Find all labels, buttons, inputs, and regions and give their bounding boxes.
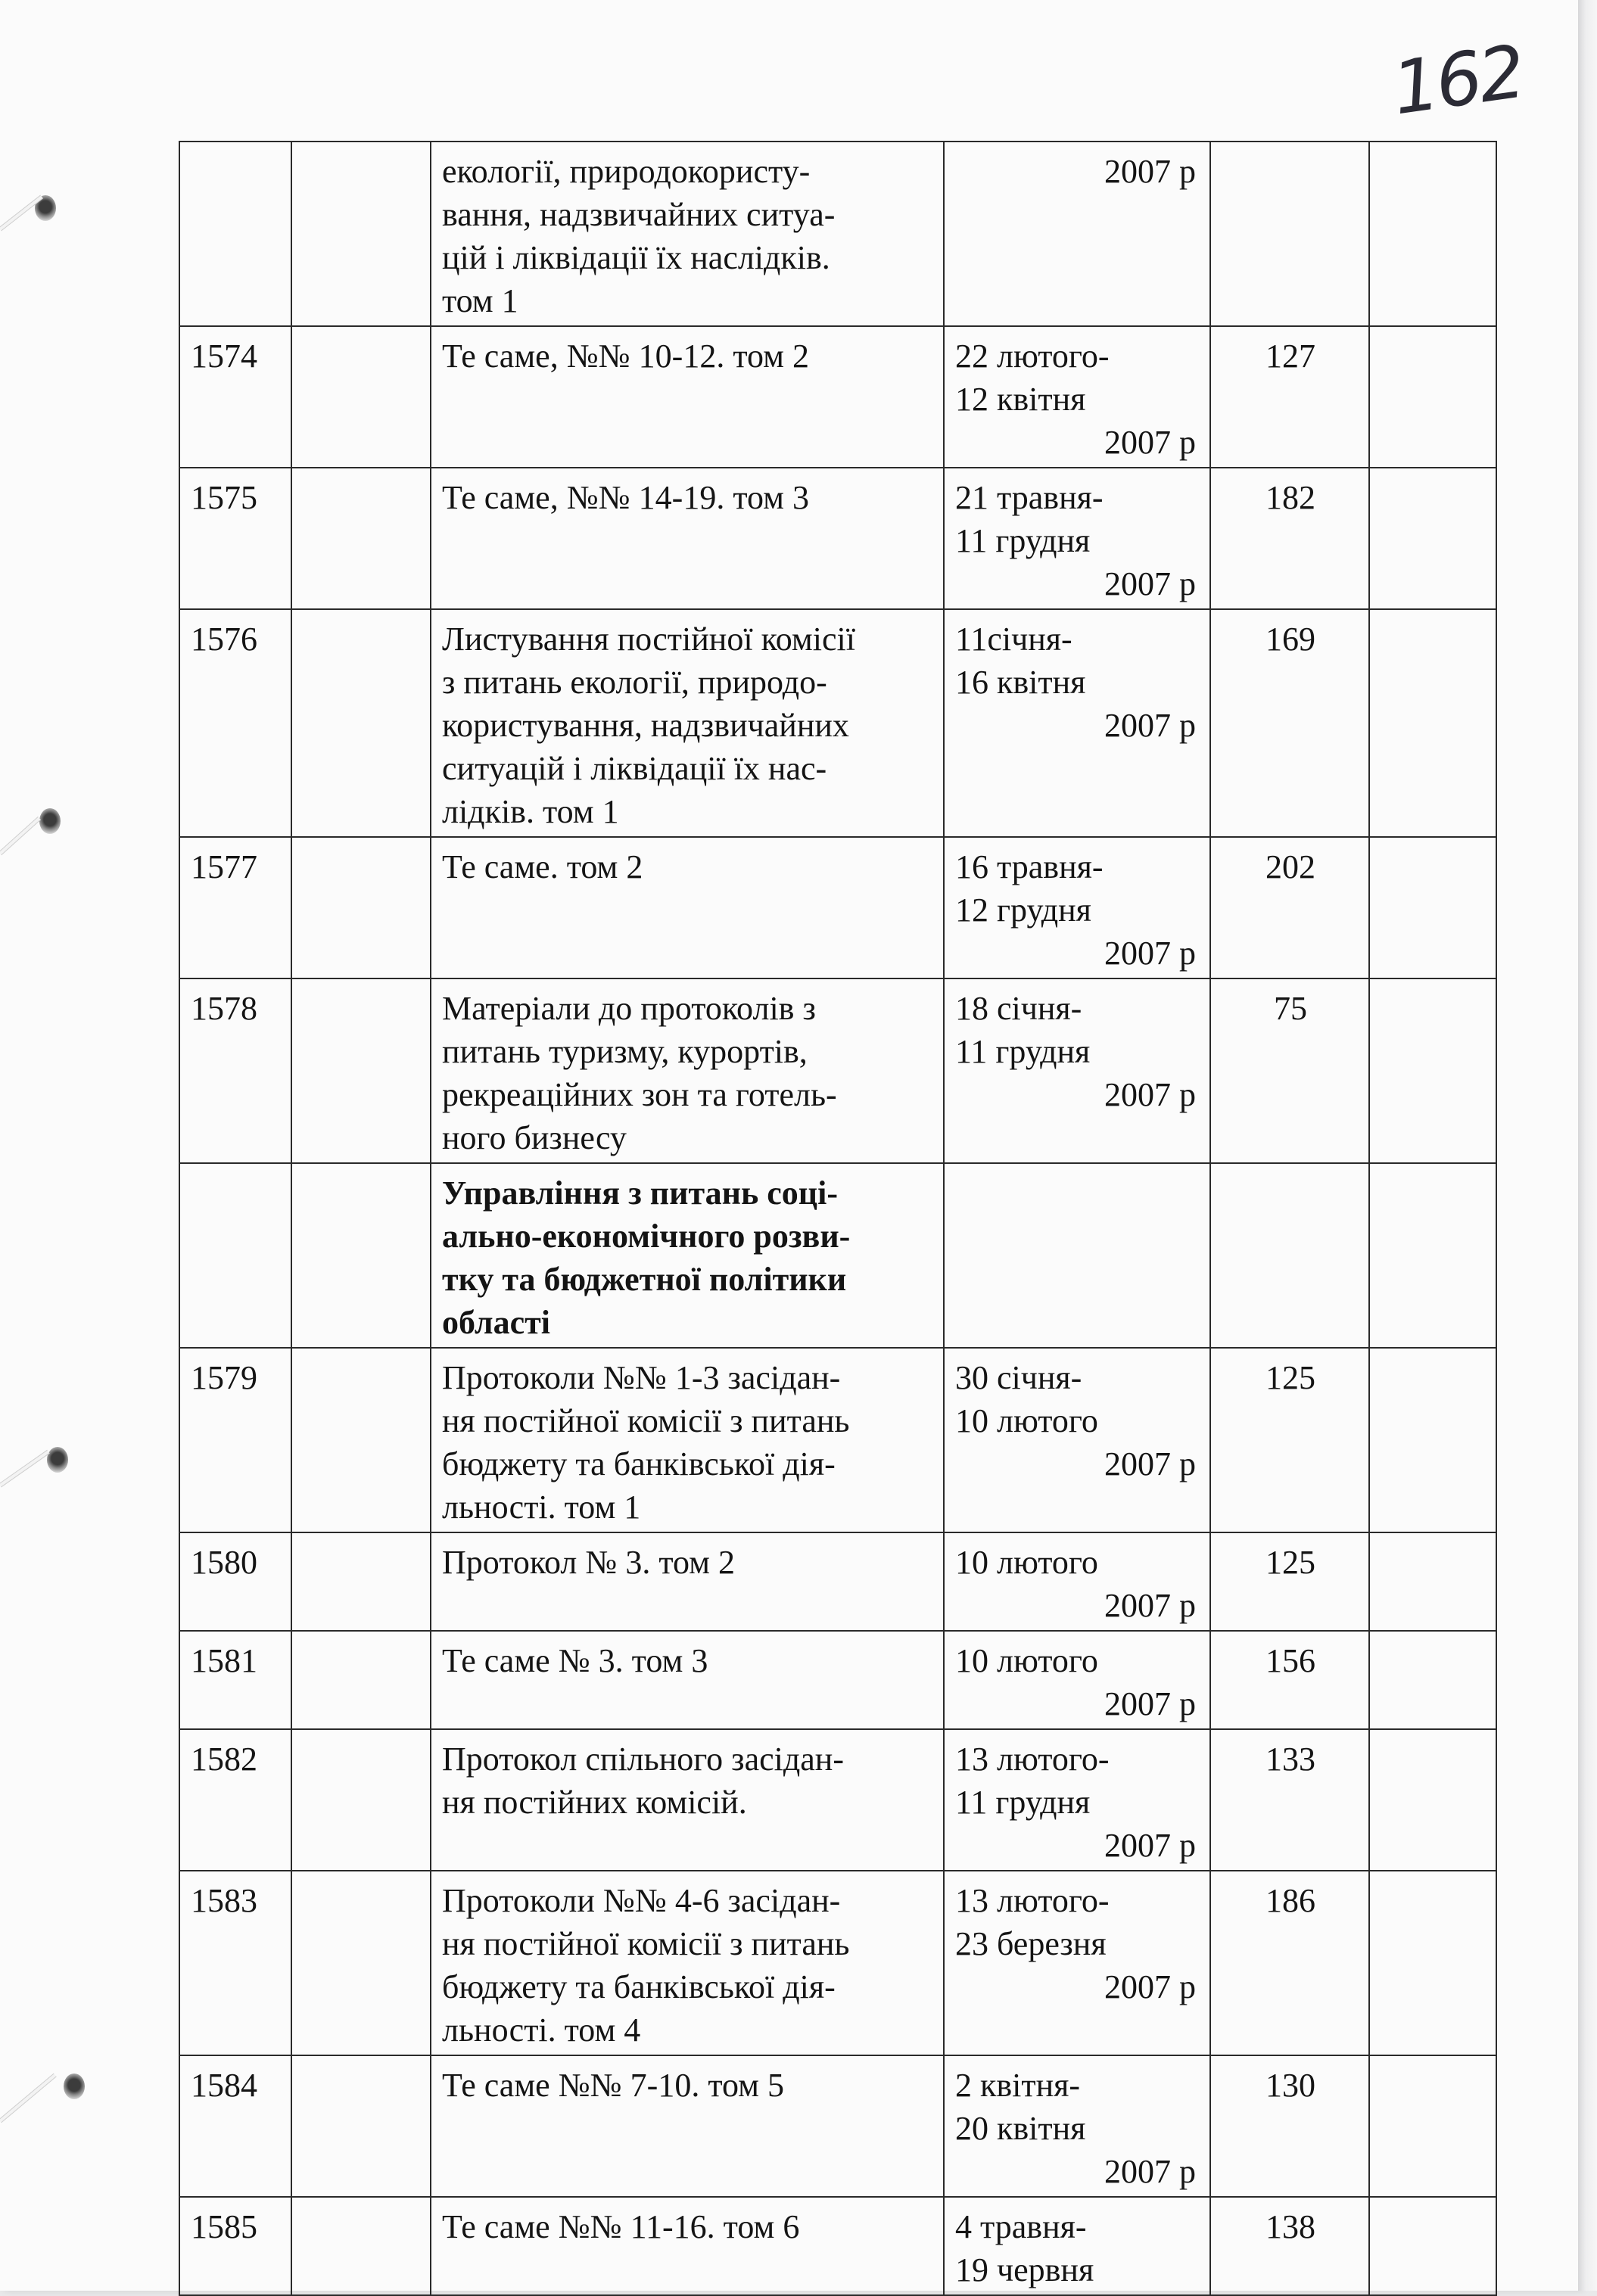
note-cell <box>1369 1871 1496 2055</box>
case-number-cell: 1574 <box>179 326 291 468</box>
date-cell <box>944 978 1210 1163</box>
date-year: 2007 р <box>1104 1968 1196 2005</box>
date-year: 2007 р <box>1104 565 1196 602</box>
case-title-cell: Те саме. том 2 <box>431 837 944 978</box>
binding-hole-icon <box>47 1447 68 1473</box>
date-range: 13 лютого- 23 березня <box>955 1882 1110 1962</box>
sheet-count-cell: 133 <box>1210 1729 1369 1871</box>
case-title-cell: екології, природокористу- вання, надзвичайних ситуа- цій і ліквідації їх наслідків. том 1 <box>431 142 944 326</box>
index-cell <box>291 1871 431 2055</box>
table-row <box>179 2055 1496 2197</box>
note-cell <box>1369 142 1496 326</box>
sheet-count-cell: 127 <box>1210 326 1369 468</box>
sheet-count-cell <box>1210 1163 1369 1348</box>
case-number-cell: 1581 <box>179 1631 291 1729</box>
sheet-count-cell: 169 <box>1210 609 1369 837</box>
sheet-count-cell: 125 <box>1210 1348 1369 1532</box>
index-cell <box>291 1729 431 1871</box>
index-cell <box>291 1631 431 1729</box>
sheet-count-cell: 156 <box>1210 1631 1369 1729</box>
archive-inventory-table <box>179 141 1497 2296</box>
date-range: 21 травня- 11 грудня <box>955 479 1104 559</box>
binding-hole-icon <box>64 2074 85 2099</box>
table-row <box>179 1348 1496 1532</box>
note-cell <box>1369 1348 1496 1532</box>
date-range: 10 лютого <box>955 1642 1098 1679</box>
note-cell <box>1369 1163 1496 1348</box>
note-cell <box>1369 2055 1496 2197</box>
index-cell <box>291 142 431 326</box>
case-title-cell: Протокол спільного засідан- ня постійних комісій. <box>431 1729 944 1871</box>
case-number-cell: 1583 <box>179 1871 291 2055</box>
sheet-count-cell <box>1210 142 1369 326</box>
note-cell <box>1369 1532 1496 1631</box>
date-year: 2007 р <box>1104 1827 1196 1864</box>
date-cell <box>944 142 1210 326</box>
sheet-count-cell: 125 <box>1210 1532 1369 1631</box>
sheet-count-cell: 138 <box>1210 2197 1369 2295</box>
date-year: 2007 р <box>1104 1685 1196 1722</box>
index-cell <box>291 326 431 468</box>
date-cell <box>944 1729 1210 1871</box>
date-range: 13 лютого- 11 грудня <box>955 1741 1110 1821</box>
date-range: 22 лютого- 12 квітня <box>955 338 1110 418</box>
date-cell <box>944 1631 1210 1729</box>
date-year: 2007 р <box>1104 1076 1196 1113</box>
date-year: 2007 р <box>1104 1587 1196 1624</box>
table-row <box>179 978 1496 1163</box>
date-cell <box>944 1163 1210 1348</box>
case-number-cell: 1582 <box>179 1729 291 1871</box>
index-cell <box>291 978 431 1163</box>
date-range: 11січня- 16 квітня <box>955 621 1086 701</box>
date-range: 2 квітня- 20 квітня <box>955 2067 1086 2147</box>
note-cell <box>1369 1631 1496 1729</box>
sheet-count-cell: 130 <box>1210 2055 1369 2197</box>
index-cell <box>291 1348 431 1532</box>
date-range: 10 лютого <box>955 1544 1098 1581</box>
table-row <box>179 609 1496 837</box>
section-heading: Управління з питань соці- ально-економічного розви- тку та бюджетної політики області <box>431 1163 944 1348</box>
case-title-cell: Протокол № 3. том 2 <box>431 1532 944 1631</box>
case-number-cell: 1585 <box>179 2197 291 2295</box>
table-row <box>179 1729 1496 1871</box>
date-cell <box>944 1348 1210 1532</box>
index-cell <box>291 1163 431 1348</box>
date-cell <box>944 2055 1210 2197</box>
note-cell <box>1369 609 1496 837</box>
table-row <box>179 1532 1496 1631</box>
date-year: 2007 р <box>1104 935 1196 972</box>
date-range: 18 січня- 11 грудня <box>955 990 1091 1070</box>
date-range: 4 травня- 19 червня <box>955 2208 1094 2288</box>
date-cell <box>944 1871 1210 2055</box>
date-year: 2007 р <box>1104 1445 1196 1482</box>
case-number-cell <box>179 1163 291 1348</box>
sheet-count-cell: 75 <box>1210 978 1369 1163</box>
table-row <box>179 468 1496 609</box>
index-cell <box>291 468 431 609</box>
table-row <box>179 2197 1496 2295</box>
binding-hole-icon <box>39 808 61 834</box>
date-cell <box>944 326 1210 468</box>
case-title-cell: Матеріали до протоколів з питань туризму, курортів, рекреаційних зон та готель- ного бизнесу <box>431 978 944 1163</box>
case-title-cell: Те саме №№ 7-10. том 5 <box>431 2055 944 2197</box>
table-row <box>179 837 1496 978</box>
sheet-count-cell: 182 <box>1210 468 1369 609</box>
inventory-table-body <box>179 142 1496 2295</box>
case-title-cell: Те саме, №№ 14-19. том 3 <box>431 468 944 609</box>
date-year: 2007 р <box>1104 153 1196 190</box>
date-cell <box>944 837 1210 978</box>
date-year: 2007 р <box>1104 707 1196 744</box>
case-number-cell: 1584 <box>179 2055 291 2197</box>
date-range: 16 травня- 12 грудня <box>955 848 1104 929</box>
case-title-cell: Те саме № 3. том 3 <box>431 1631 944 1729</box>
note-cell <box>1369 1729 1496 1871</box>
date-cell <box>944 609 1210 837</box>
sheet-count-cell: 186 <box>1210 1871 1369 2055</box>
case-title-cell: Листування постійної комісії з питань екології, природо- користування, надзвичайних ситуацій і ліквідації їх нас- лідків. том 1 <box>431 609 944 837</box>
case-number-cell <box>179 142 291 326</box>
table-row <box>179 1871 1496 2055</box>
case-title-cell: Те саме №№ 11-16. том 6 <box>431 2197 944 2295</box>
date-year: 2007 р <box>1104 424 1196 461</box>
index-cell <box>291 2055 431 2197</box>
note-cell <box>1369 837 1496 978</box>
table-row <box>179 1631 1496 1729</box>
index-cell <box>291 837 431 978</box>
index-cell <box>291 1532 431 1631</box>
folio-number: 162 <box>1387 29 1528 132</box>
case-number-cell: 1580 <box>179 1532 291 1631</box>
note-cell <box>1369 978 1496 1163</box>
table-row <box>179 326 1496 468</box>
note-cell <box>1369 2197 1496 2295</box>
table-row <box>179 142 1496 326</box>
next-page-edge <box>1578 0 1597 2291</box>
index-cell <box>291 609 431 837</box>
case-number-cell: 1579 <box>179 1348 291 1532</box>
date-year: 2007 р <box>1104 2153 1196 2190</box>
date-cell <box>944 2197 1210 2295</box>
case-title-cell: Протоколи №№ 1-3 засідан- ня постійної комісії з питань бюджету та банківської дія- льності. том 1 <box>431 1348 944 1532</box>
note-cell <box>1369 468 1496 609</box>
date-range: 30 січня- 10 лютого <box>955 1359 1098 1439</box>
sheet-count-cell: 202 <box>1210 837 1369 978</box>
case-number-cell: 1577 <box>179 837 291 978</box>
case-number-cell: 1576 <box>179 609 291 837</box>
section-heading-row <box>179 1163 1496 1348</box>
date-cell <box>944 468 1210 609</box>
note-cell <box>1369 326 1496 468</box>
case-number-cell: 1575 <box>179 468 291 609</box>
date-cell <box>944 1532 1210 1631</box>
case-title-cell: Те саме, №№ 10-12. том 2 <box>431 326 944 468</box>
case-number-cell: 1578 <box>179 978 291 1163</box>
index-cell <box>291 2197 431 2295</box>
case-title-cell: Протоколи №№ 4-6 засідан- ня постійної комісії з питань бюджету та банківської дія- льності. том 4 <box>431 1871 944 2055</box>
